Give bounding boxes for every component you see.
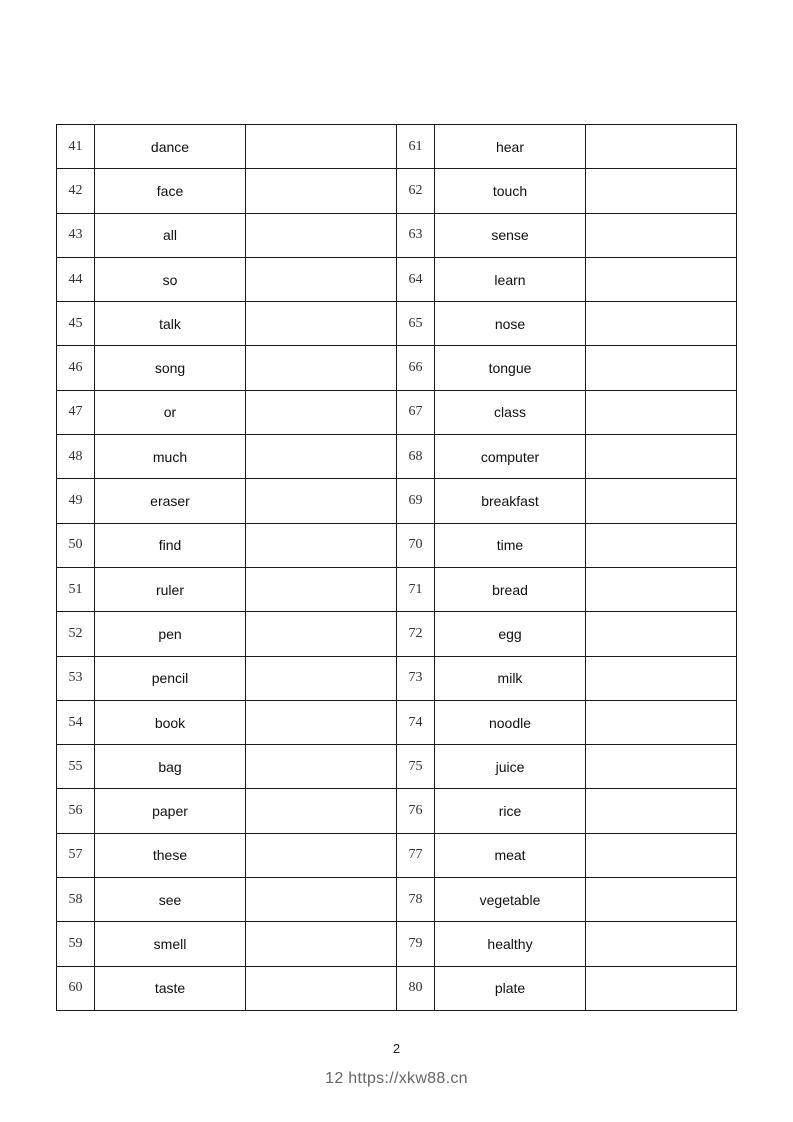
table-row [57,567,737,611]
entry-number-right: 66 [397,346,435,390]
table-row [57,833,737,877]
word-left: find [95,523,246,567]
word-left: smell [95,922,246,966]
answer-blank-left[interactable] [246,390,397,434]
entry-number-left: 50 [57,523,95,567]
word-right: breakfast [435,479,586,523]
entry-number-right: 78 [397,878,435,922]
table-row [57,302,737,346]
answer-blank-right[interactable] [586,789,737,833]
word-right: healthy [435,922,586,966]
entry-number-left: 49 [57,479,95,523]
answer-blank-right[interactable] [586,125,737,169]
entry-number-right: 67 [397,390,435,434]
word-right: learn [435,257,586,301]
word-left: taste [95,966,246,1010]
entry-number-right: 77 [397,833,435,877]
word-right: time [435,523,586,567]
entry-number-right: 68 [397,435,435,479]
word-left: all [95,213,246,257]
word-left: see [95,878,246,922]
word-left: talk [95,302,246,346]
word-left: so [95,257,246,301]
table-row [57,479,737,523]
entry-number-left: 52 [57,612,95,656]
answer-blank-left[interactable] [246,922,397,966]
answer-blank-right[interactable] [586,169,737,213]
word-left: paper [95,789,246,833]
answer-blank-left[interactable] [246,966,397,1010]
answer-blank-left[interactable] [246,346,397,390]
answer-blank-right[interactable] [586,833,737,877]
page-number: 2 [392,1041,401,1056]
answer-blank-left[interactable] [246,700,397,744]
word-left: much [95,435,246,479]
answer-blank-right[interactable] [586,612,737,656]
answer-blank-left[interactable] [246,567,397,611]
word-right: hear [435,125,586,169]
word-left: pencil [95,656,246,700]
table-row [57,213,737,257]
answer-blank-right[interactable] [586,878,737,922]
entry-number-right: 69 [397,479,435,523]
table-row [57,922,737,966]
word-left: book [95,700,246,744]
answer-blank-right[interactable] [586,745,737,789]
word-left: or [95,390,246,434]
answer-blank-left[interactable] [246,878,397,922]
answer-blank-right[interactable] [586,700,737,744]
table-row [57,257,737,301]
word-right: bread [435,567,586,611]
answer-blank-left[interactable] [246,213,397,257]
answer-blank-right[interactable] [586,479,737,523]
answer-blank-right[interactable] [586,435,737,479]
table-row [57,700,737,744]
entry-number-left: 44 [57,257,95,301]
entry-number-right: 75 [397,745,435,789]
word-right: juice [435,745,586,789]
word-right: plate [435,966,586,1010]
entry-number-left: 58 [57,878,95,922]
vocabulary-table-body [57,125,737,1011]
answer-blank-right[interactable] [586,213,737,257]
word-right: meat [435,833,586,877]
entry-number-left: 54 [57,700,95,744]
answer-blank-left[interactable] [246,523,397,567]
answer-blank-right[interactable] [586,302,737,346]
table-row [57,125,737,169]
entry-number-left: 48 [57,435,95,479]
word-right: milk [435,656,586,700]
entry-number-left: 51 [57,567,95,611]
word-right: tongue [435,346,586,390]
entry-number-left: 46 [57,346,95,390]
word-right: class [435,390,586,434]
table-row [57,789,737,833]
entry-number-left: 43 [57,213,95,257]
answer-blank-right[interactable] [586,346,737,390]
word-right: rice [435,789,586,833]
entry-number-right: 65 [397,302,435,346]
table-row [57,966,737,1010]
table-row [57,523,737,567]
entry-number-left: 57 [57,833,95,877]
answer-blank-left[interactable] [246,435,397,479]
answer-blank-left[interactable] [246,479,397,523]
vocabulary-table [56,124,737,1011]
word-right: computer [435,435,586,479]
answer-blank-right[interactable] [586,922,737,966]
entry-number-left: 59 [57,922,95,966]
table-row [57,612,737,656]
word-left: face [95,169,246,213]
entry-number-right: 63 [397,213,435,257]
entry-number-right: 71 [397,567,435,611]
table-row [57,390,737,434]
answer-blank-right[interactable] [586,523,737,567]
answer-blank-left[interactable] [246,656,397,700]
word-right: nose [435,302,586,346]
entry-number-left: 60 [57,966,95,1010]
entry-number-right: 64 [397,257,435,301]
entry-number-left: 53 [57,656,95,700]
word-left: ruler [95,567,246,611]
entry-number-right: 74 [397,700,435,744]
table-row [57,435,737,479]
word-right: sense [435,213,586,257]
answer-blank-left[interactable] [246,125,397,169]
answer-blank-right[interactable] [586,390,737,434]
word-left: bag [95,745,246,789]
entry-number-right: 72 [397,612,435,656]
entry-number-left: 47 [57,390,95,434]
word-right: vegetable [435,878,586,922]
word-left: these [95,833,246,877]
table-row [57,346,737,390]
answer-blank-left[interactable] [246,833,397,877]
answer-blank-left[interactable] [246,789,397,833]
word-right: noodle [435,700,586,744]
table-row [57,745,737,789]
answer-blank-right[interactable] [586,966,737,1010]
answer-blank-left[interactable] [246,257,397,301]
word-left: pen [95,612,246,656]
table-row [57,169,737,213]
word-right: touch [435,169,586,213]
entry-number-right: 80 [397,966,435,1010]
answer-blank-right[interactable] [586,656,737,700]
answer-blank-right[interactable] [586,567,737,611]
entry-number-right: 79 [397,922,435,966]
entry-number-right: 70 [397,523,435,567]
answer-blank-left[interactable] [246,745,397,789]
entry-number-right: 61 [397,125,435,169]
word-right: egg [435,612,586,656]
entry-number-right: 73 [397,656,435,700]
answer-blank-left[interactable] [246,302,397,346]
word-left: song [95,346,246,390]
table-row [57,878,737,922]
footer-url: 12 https://xkw88.cn [325,1070,468,1087]
entry-number-left: 55 [57,745,95,789]
word-left: eraser [95,479,246,523]
entry-number-right: 62 [397,169,435,213]
entry-number-left: 41 [57,125,95,169]
answer-blank-left[interactable] [246,612,397,656]
answer-blank-right[interactable] [586,257,737,301]
entry-number-left: 42 [57,169,95,213]
entry-number-right: 76 [397,789,435,833]
table-row [57,656,737,700]
entry-number-left: 45 [57,302,95,346]
entry-number-left: 56 [57,789,95,833]
answer-blank-left[interactable] [246,169,397,213]
word-left: dance [95,125,246,169]
